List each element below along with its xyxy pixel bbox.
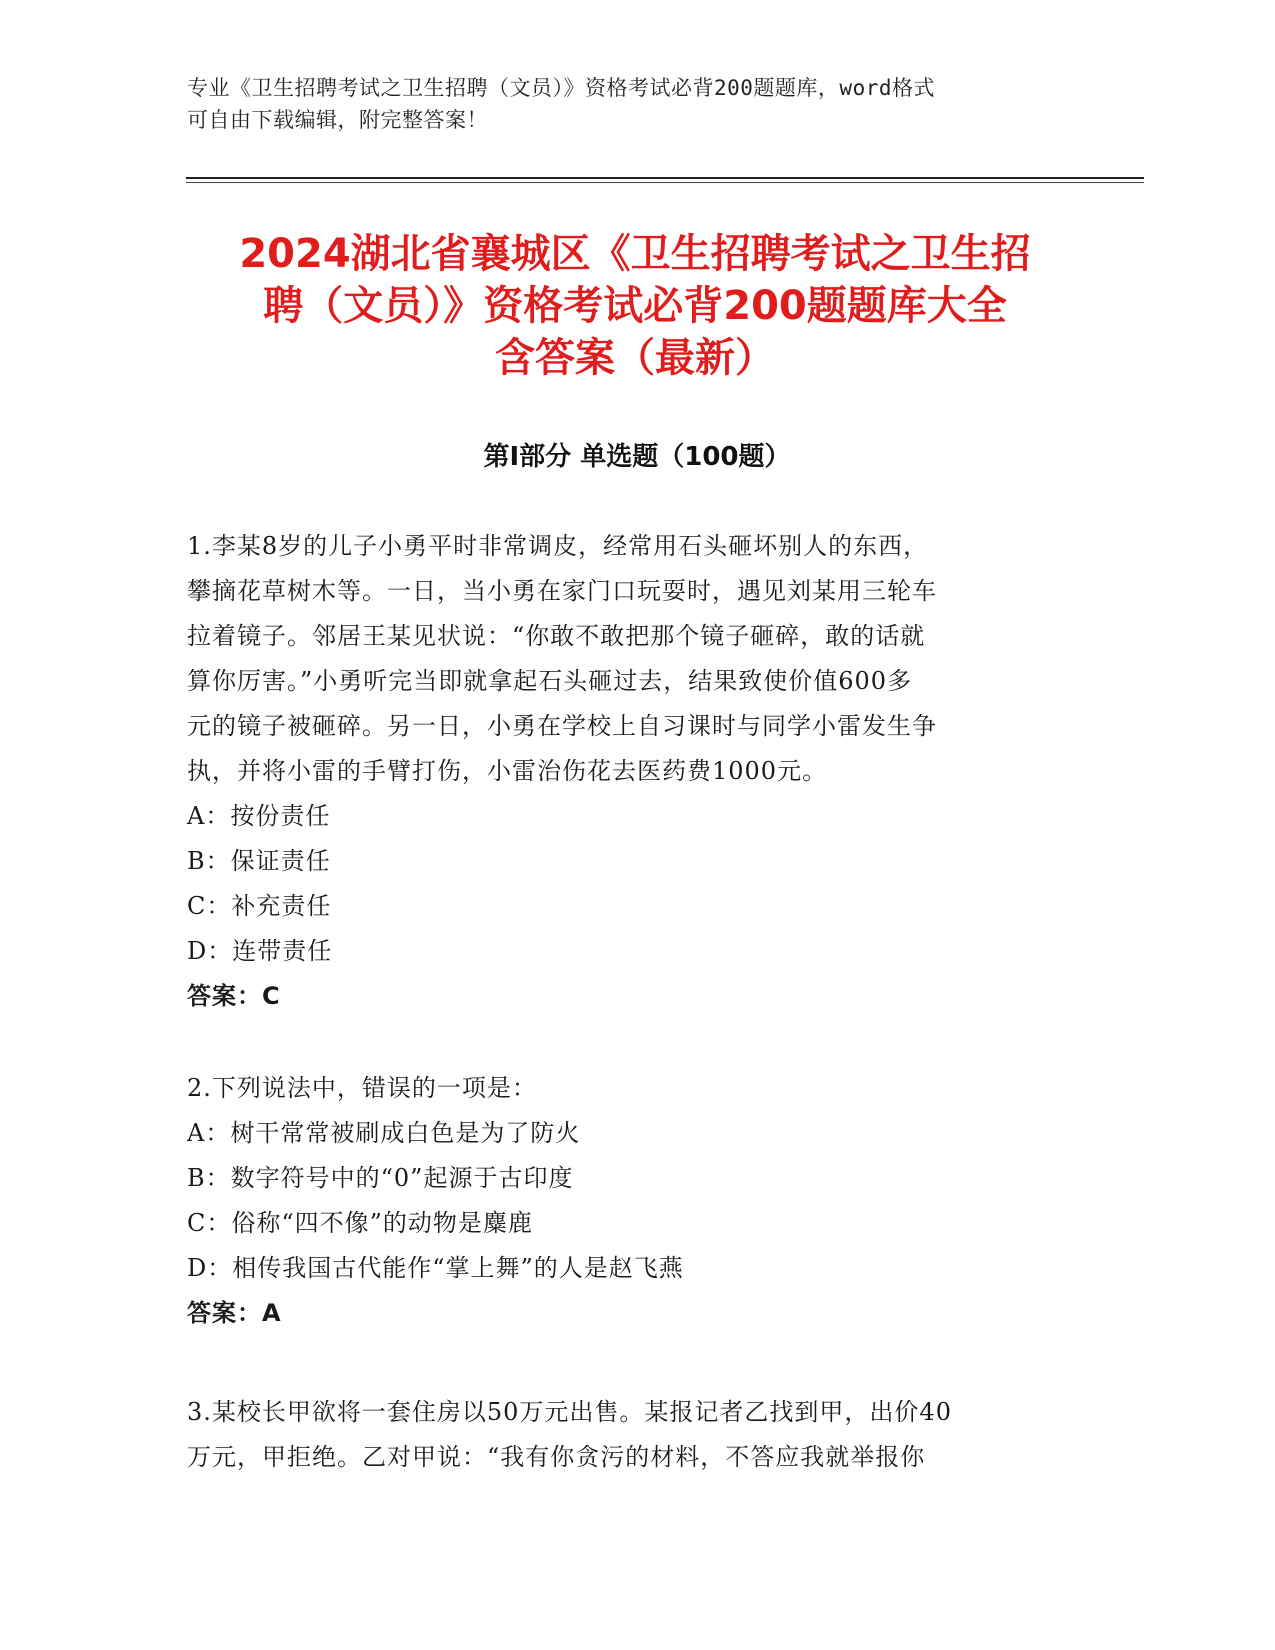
option-c: C：俗称“四不像”的动物是麋鹿 bbox=[187, 1209, 533, 1237]
section-title: 第Ⅰ部分 单选题（100题） bbox=[483, 442, 791, 472]
header-divider-thin bbox=[186, 182, 1144, 183]
question-stem-line: 拉着镜子。邻居王某见状说：“你敢不敢把那个镜子砸碎，敢的话就 bbox=[187, 622, 926, 650]
question-stem-line: 元的镜子被砸碎。另一日，小勇在学校上自习课时与同学小雷发生争 bbox=[187, 712, 937, 740]
option-b: B：数字符号中的“0”起源于古印度 bbox=[187, 1164, 574, 1192]
header-note bbox=[187, 72, 1067, 136]
document-title bbox=[170, 228, 1100, 384]
question-1 bbox=[187, 524, 1067, 1019]
question-stem-line: 1.李某8岁的儿子小勇平时非常调皮，经常用石头砸坏别人的东西， bbox=[187, 532, 929, 560]
question-stem-line: 攀摘花草树木等。一日，当小勇在家门口玩耍时，遇见刘某用三轮车 bbox=[187, 577, 937, 605]
question-stem-line: 万元，甲拒绝。乙对甲说：“我有你贪污的材料，不答应我就举报你 bbox=[187, 1443, 926, 1471]
question-stem-line: 3.某校长甲欲将一套住房以50万元出售。某报记者乙找到甲，出价40 bbox=[187, 1398, 952, 1426]
question-stem-line: 算你厉害。”小勇听完当即就拿起石头砸过去，结果致使价值600多 bbox=[187, 667, 913, 695]
header-note-line-1: 专业《卫生招聘考试之卫生招聘（文员）》资格考试必背200题题库，word格式 bbox=[187, 76, 935, 100]
question-2 bbox=[187, 1066, 1067, 1336]
question-stem-line: 2.下列说法中，错误的一项是： bbox=[187, 1074, 537, 1102]
header-divider-thick bbox=[186, 177, 1144, 179]
question-stem-line: 执，并将小雷的手臂打伤，小雷治伤花去医药费1000元。 bbox=[187, 757, 828, 785]
option-a: A：树干常常被刷成白色是为了防火 bbox=[187, 1119, 581, 1147]
document-title-line-1: 2024湖北省襄城区《卫生招聘考试之卫生招 bbox=[239, 231, 1031, 277]
document-title-line-3: 含答案（最新） bbox=[495, 335, 775, 381]
option-b: B：保证责任 bbox=[187, 847, 331, 875]
header-note-line-2: 可自由下载编辑，附完整答案！ bbox=[187, 108, 488, 132]
option-a: A：按份责任 bbox=[187, 802, 331, 830]
question-3 bbox=[187, 1390, 1067, 1480]
answer: 答案：A bbox=[187, 1299, 282, 1327]
document-title-line-2: 聘（文员）》资格考试必背200题题库大全 bbox=[263, 283, 1007, 329]
answer: 答案：C bbox=[187, 982, 281, 1010]
option-d: D：相传我国古代能作“掌上舞”的人是赵飞燕 bbox=[187, 1254, 684, 1282]
option-c: C：补充责任 bbox=[187, 892, 332, 920]
option-d: D：连带责任 bbox=[187, 937, 333, 965]
